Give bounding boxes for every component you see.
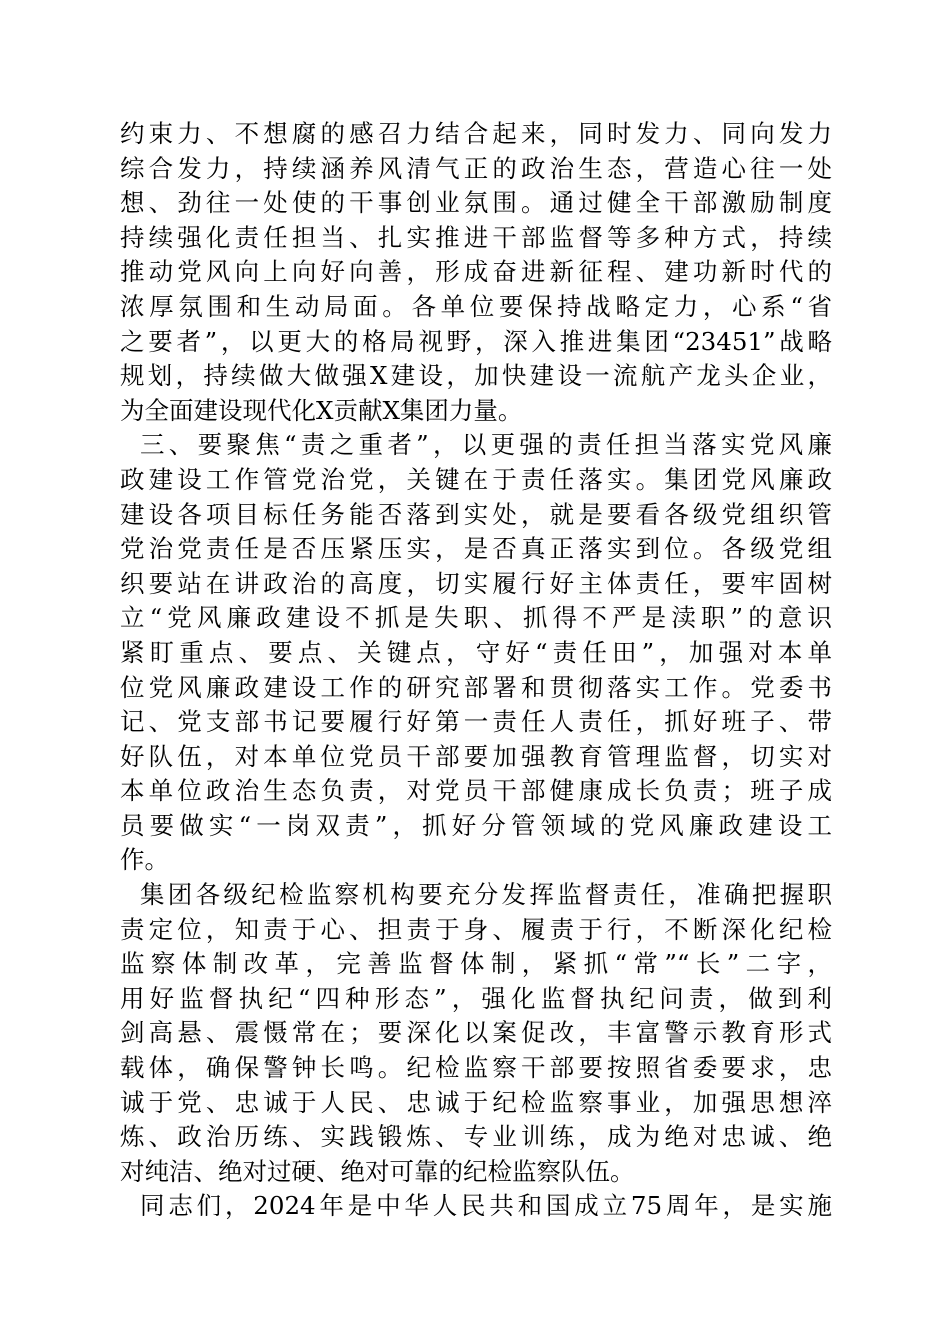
text-line: 紧盯重点、要点、关键点，守好“责任田”，加强对本单 (120, 637, 832, 667)
text-line: 位党风廉政建设工作的研究部署和贯彻落实工作。党委书 (120, 672, 832, 702)
text-line: 浓厚氛围和生动局面。各单位要保持战略定力，心系“省 (120, 291, 832, 321)
text-line: 责定位，知责于心、担责于身、履责于行，不断深化纪检 (120, 914, 832, 944)
text-line: 之要者”，以更大的格局视野，深入推进集团“23451”战略 (120, 326, 832, 356)
text-line: 织要站在讲政治的高度，切实履行好主体责任，要牢固树 (120, 568, 832, 598)
section-three-start: 三、要聚焦“责之重者”，以更强的责任担当落实党风廉 (140, 430, 832, 460)
text-line: 约束力、不想腐的感召力结合起来，同时发力、同向发力 (120, 119, 832, 148)
text-line: 党治党责任是否压紧压实，是否真正落实到位。各级党组 (120, 534, 832, 564)
text-line: 想、劲往一处使的干事创业氛围。通过健全干部激励制度 (120, 188, 832, 218)
text-line: 载体，确保警钟长鸣。纪检监察干部要按照省委要求，忠 (120, 1053, 832, 1083)
text-line: 规划，持续做大做强X建设，加快建设一流航产龙头企业， (120, 361, 832, 391)
text-line: 炼、政治历练、实践锻炼、专业训练，成为绝对忠诚、绝 (120, 1122, 832, 1152)
text-line: 用好监督执纪“四种形态”，强化监督执纪问责，做到利 (120, 983, 832, 1013)
text-line: 为全面建设现代化X贡献X集团力量。 (120, 395, 523, 425)
text-line: 本单位政治生态负责，对党员干部健康成长负责；班子成 (120, 776, 832, 806)
paragraph-start: 同志们，2024年是中华人民共和国成立75周年，是实施 (140, 1191, 832, 1221)
text-line: 剑高悬、震慑常在；要深化以案促改，丰富警示教育形式 (120, 1018, 832, 1048)
paragraph-start: 集团各级纪检监察机构要充分发挥监督责任，准确把握职 (140, 880, 832, 910)
text-line: 诚于党、忠诚于人民、忠诚于纪检监察事业，加强思想淬 (120, 1087, 832, 1117)
text-line: 对纯洁、绝对过硬、绝对可靠的纪检监察队伍。 (120, 1156, 635, 1186)
text-line: 政建设工作管党治党，关键在于责任落实。集团党风廉政 (120, 464, 832, 494)
text-line: 监察体制改革，完善监督体制，紧抓“常”“长”二字， (120, 949, 832, 979)
text-line: 立“党风廉政建设不抓是失职、抓得不严是渎职”的意识 (120, 603, 832, 633)
body-text (120, 117, 832, 1224)
text-line: 好队伍，对本单位党员干部要加强教育管理监督，切实对 (120, 741, 832, 771)
text-line: 记、党支部书记要履行好第一责任人责任，抓好班子、带 (120, 707, 832, 737)
text-line: 持续强化责任担当、扎实推进干部监督等多种方式，持续 (120, 222, 832, 252)
text-line: 综合发力，持续涵养风清气正的政治生态，营造心往一处 (120, 153, 832, 183)
text-line: 作。 (120, 845, 169, 875)
text-line: 建设各项目标任务能否落到实处，就是要看各级党组织管 (120, 499, 832, 529)
text-line: 推动党风向上向好向善，形成奋进新征程、建功新时代的 (120, 257, 832, 287)
text-line: 员要做实“一岗双责”，抓好分管领域的党风廉政建设工 (120, 810, 832, 840)
